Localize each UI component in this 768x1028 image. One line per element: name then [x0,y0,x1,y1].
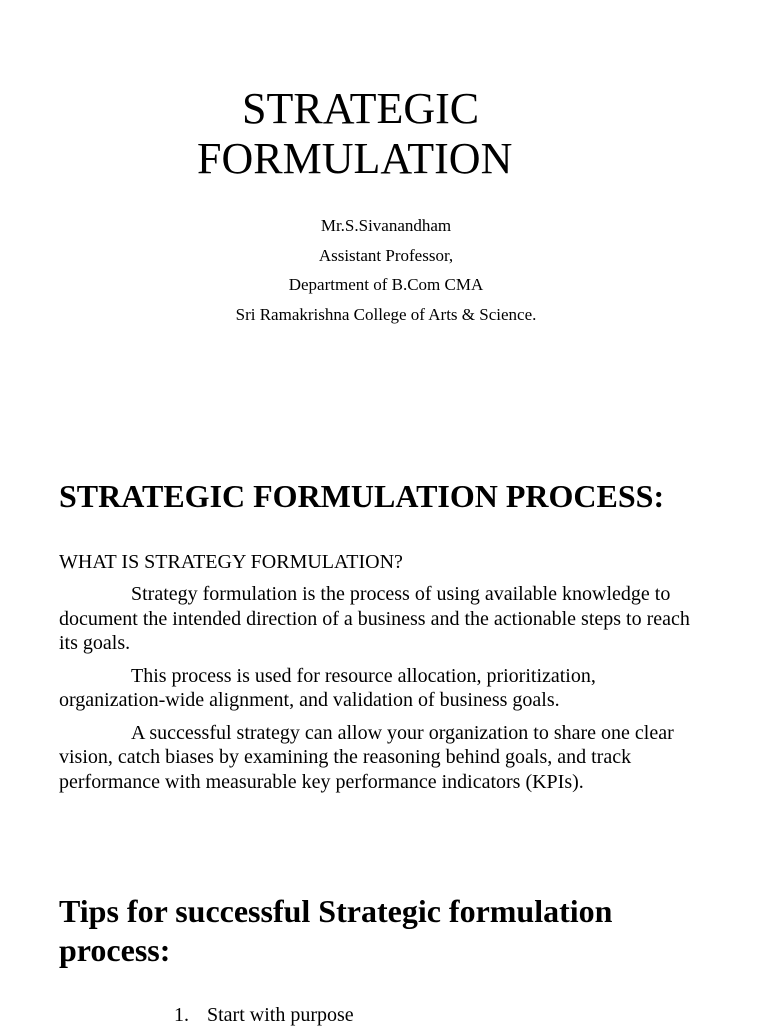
title-block [0,84,768,184]
paragraph-1: Strategy formulation is the process of using available knowledge to document the intended direction of a business and the actionable steps to reach its goals. [59,583,690,654]
tips-list [0,1002,354,1028]
author-block [0,211,768,329]
author-position: Assistant Professor, [318,245,454,265]
paragraph-3: A successful strategy can allow your organization to share one clear vision, catch biases by examining the reasoning behind goals, and track performance with measurable key performance indicators (KPIs). [59,721,674,793]
paragraph-2: This process is used for resource allocation, prioritization, organization-wide alignment, and validation of business goals. [59,664,596,711]
title-line-2: FORMULATION [197,134,513,183]
list-item [0,1002,354,1028]
author-college: Sri Ramakrishna College of Arts & Science. [235,304,537,324]
section-heading: STRATEGIC FORMULATION PROCESS: [59,478,665,514]
title-line-1: STRATEGIC [242,84,480,133]
section-body [59,582,699,802]
author-department: Department of B.Com CMA [288,275,484,294]
list-item-text: Start with purpose [207,1004,354,1026]
list-item-number: 1. [174,1004,189,1026]
author-name: Mr.S.Sivanandham [320,216,452,235]
tips-heading: Tips for successful Strategic formulation process: [59,893,613,968]
section-question: WHAT IS STRATEGY FORMULATION? [59,551,403,573]
